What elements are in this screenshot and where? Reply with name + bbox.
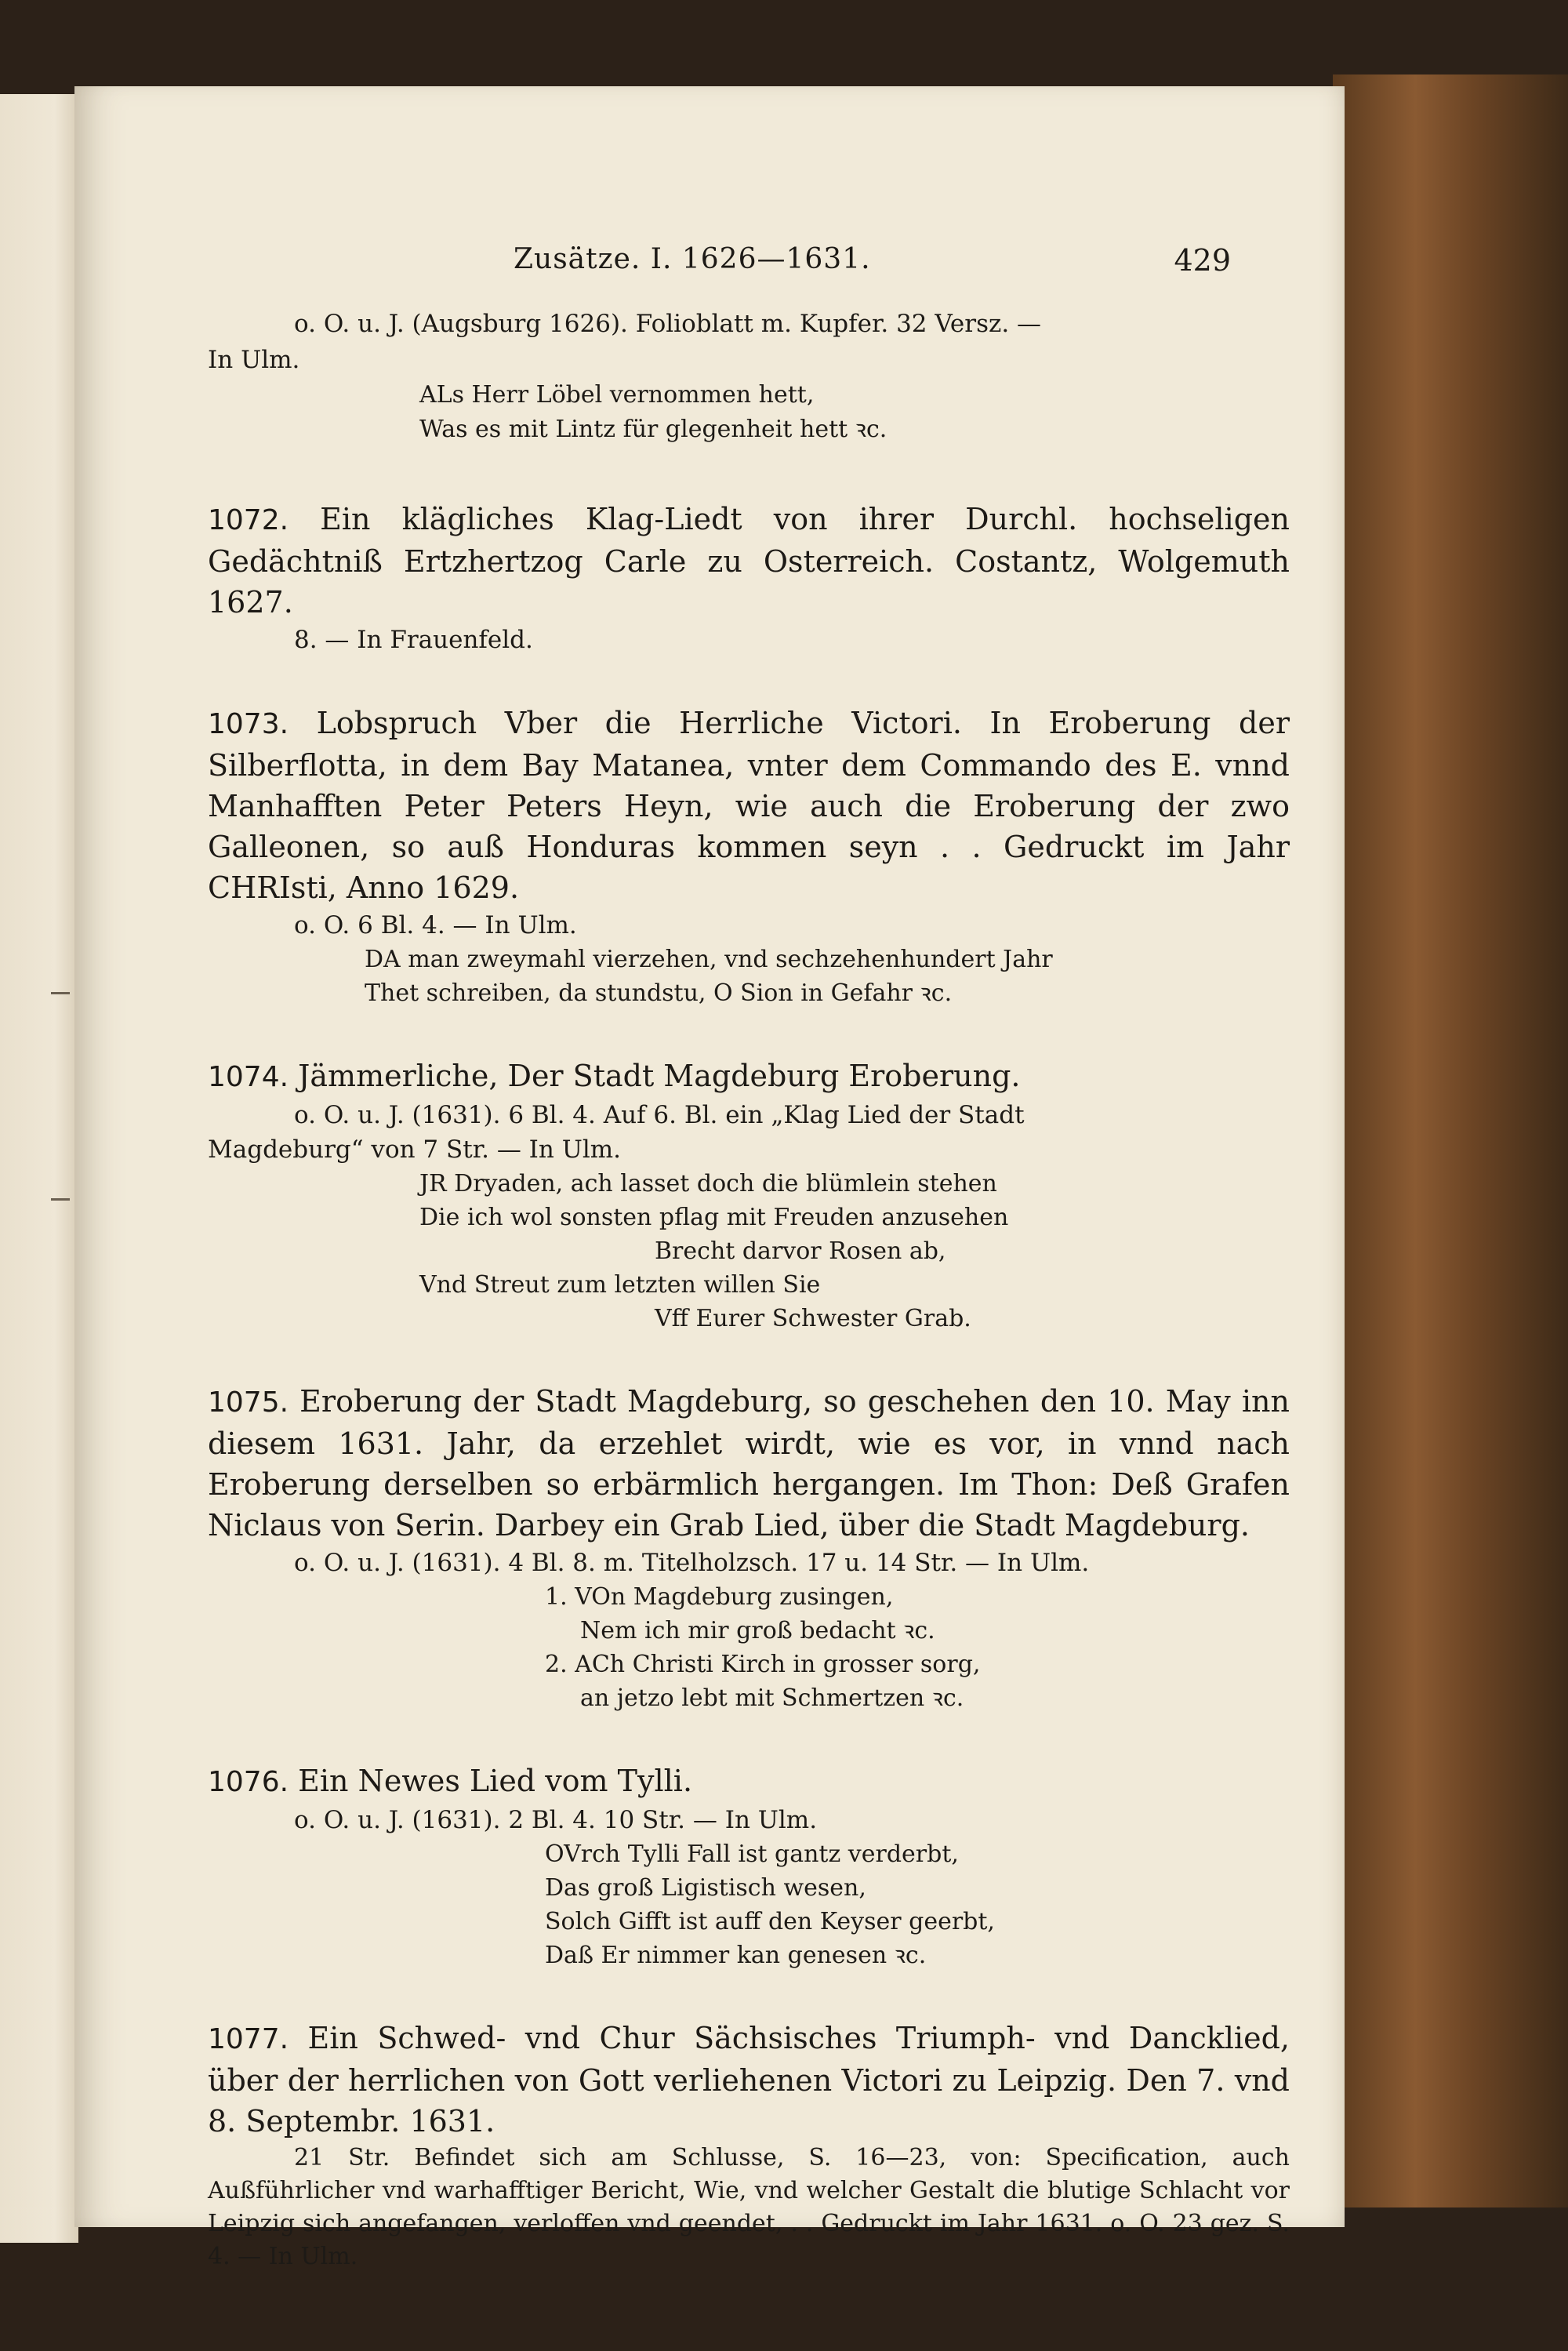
page-content bbox=[208, 306, 1290, 2319]
intro-meta-line: o. O. u. J. (Augsburg 1626). Folioblatt m. Kupfer. 32 Versz. — bbox=[294, 310, 1042, 338]
entry-meta: o. O. u. J. (1631). 4 Bl. 8. m. Titelholzsch. 17 u. 14 Str. — In Ulm. bbox=[294, 1549, 1090, 1577]
entry-title bbox=[208, 1761, 1290, 1803]
entry-number: 1077. bbox=[208, 2023, 289, 2055]
entry-meta: o. O. u. J. (1631). 2 Bl. 4. 10 Str. — In Ulm. bbox=[294, 1806, 818, 1834]
entry-meta: o. O. 6 Bl. 4. — In Ulm. bbox=[294, 911, 577, 939]
entry-title-text: Ein klägliches Klag-Liedt von ihrer Durchl. hochseligen Gedächtniß Ertzhertzog Carle zu Osterreich. Costantz, Wolgemuth 1627. bbox=[208, 502, 1290, 620]
verse-line: an jetzo lebt mit Schmertzen ꝛc. bbox=[580, 1684, 964, 1712]
verse-line: OVrch Tylli Fall ist gantz verderbt, bbox=[545, 1840, 959, 1868]
page-header bbox=[74, 243, 1345, 290]
margin-mark bbox=[51, 992, 70, 994]
entry-verses bbox=[208, 1580, 1290, 1715]
verse-line: DA man zweymahl vierzehen, vnd sechzehenhundert Jahr bbox=[365, 946, 1053, 973]
intro-fragment bbox=[208, 306, 1290, 447]
book-page bbox=[74, 86, 1345, 2270]
entry-title-text: Ein Newes Lied vom Tylli. bbox=[298, 1764, 693, 1798]
entry-1075 bbox=[208, 1381, 1290, 1715]
entry-number: 1076. bbox=[208, 1766, 289, 1798]
entry-number: 1074. bbox=[208, 1061, 289, 1093]
verse-line: Die ich wol sonsten pflag mit Freuden anzusehen bbox=[419, 1204, 1009, 1231]
verse-line: JR Dryaden, ach lasset doch die blümlein stehen bbox=[419, 1170, 997, 1197]
verse-line: Daß Er nimmer kan genesen ꝛc. bbox=[545, 1942, 927, 1969]
entry-verses bbox=[208, 1837, 1290, 1972]
entry-meta: 8. — In Frauenfeld. bbox=[294, 626, 533, 654]
book-cover-edge bbox=[1333, 74, 1568, 2207]
entry-title bbox=[208, 2018, 1290, 2142]
page-number: 429 bbox=[1174, 243, 1231, 278]
margin-mark bbox=[51, 1198, 70, 1201]
entry-1076 bbox=[208, 1761, 1290, 1972]
verse-line: Brecht darvor Rosen ab, bbox=[655, 1237, 946, 1265]
entry-meta: o. O. u. J. (1631). 6 Bl. 4. Auf 6. Bl. ein „Klag Lied der Stadt bbox=[294, 1101, 1025, 1129]
verse-line: Solch Gifft ist auff den Keyser geerbt, bbox=[545, 1908, 995, 1935]
entry-number: 1075. bbox=[208, 1386, 289, 1419]
entry-1073 bbox=[208, 703, 1290, 1010]
entry-1072 bbox=[208, 499, 1290, 657]
intro-verses bbox=[208, 378, 1290, 447]
entry-title bbox=[208, 703, 1290, 908]
entry-verses bbox=[208, 1167, 1290, 1335]
entry-title-text: Jämmerliche, Der Stadt Magdeburg Eroberung. bbox=[298, 1059, 1021, 1093]
entry-1074 bbox=[208, 1056, 1290, 1335]
running-title: Zusätze. I. 1626—1631. bbox=[514, 243, 871, 275]
verse-line: Vnd Streut zum letzten willen Sie bbox=[419, 1271, 821, 1299]
entry-title-text: Eroberung der Stadt Magdeburg, so geschehen den 10. May inn diesem 1631. Jahr, da erzehlet wirdt, wie es vor, in vnnd nach Eroberung derselben so erbärmlich hergangen. Im Thon: Deß Grafen Niclaus von Serin. Darbey ein Grab Lied, über die Stadt Magdeburg. bbox=[208, 1384, 1290, 1543]
verse-line: Was es mit Lintz für glegenheit hett ꝛc. bbox=[419, 416, 887, 443]
entry-meta: 21 Str. Befindet sich am Schlusse, S. 16—23, von: Specification, auch Außführlicher vnd warhafftiger Bericht, Wie, vnd welcher Gestalt die blutige Schlacht vor Leipzig sich angefangen, verloffen vnd geendet, . . Gedruckt im Jahr 1631. o. O. 23 gez. S. 4. — In Ulm. bbox=[208, 2144, 1290, 2270]
entry-1077 bbox=[208, 2018, 1290, 2273]
verse-line: Vff Eurer Schwester Grab. bbox=[655, 1305, 971, 1332]
entry-title bbox=[208, 1056, 1290, 1098]
facing-page-edge bbox=[0, 94, 78, 2243]
entry-title bbox=[208, 499, 1290, 623]
verse-line: 1. VOn Magdeburg zusingen, bbox=[545, 1583, 894, 1611]
verse-line: Nem ich mir groß bedacht ꝛc. bbox=[580, 1617, 935, 1644]
entry-title-text: Ein Schwed- vnd Chur Sächsisches Triumph- vnd Dancklied, über der herrlichen von Gott verliehenen Victori zu Leipzig. Den 7. vnd 8. Septembr. 1631. bbox=[208, 2021, 1290, 2138]
entry-title-text: Lobspruch Vber die Herrliche Victori. In Eroberung der Silberflotta, in dem Bay Matanea, vnter dem Commando des E. vnnd Manhafften Peter Peters Heyn, wie auch die Eroberung der zwo Galleonen, so auß Honduras kommen seyn . . Gedruckt im Jahr CHRIsti, Anno 1629. bbox=[208, 706, 1290, 905]
verse-line: ALs Herr Löbel vernommen hett, bbox=[419, 381, 815, 409]
entry-verses bbox=[208, 943, 1290, 1010]
entry-number: 1072. bbox=[208, 504, 289, 536]
verse-line: Das groß Ligistisch wesen, bbox=[545, 1874, 866, 1902]
verse-line: 2. ACh Christi Kirch in grosser sorg, bbox=[545, 1651, 981, 1678]
entry-meta: Magdeburg“ von 7 Str. — In Ulm. bbox=[208, 1136, 622, 1164]
intro-meta-line: In Ulm. bbox=[208, 346, 300, 374]
verse-line: Thet schreiben, da stundstu, O Sion in Gefahr ꝛc. bbox=[365, 979, 953, 1007]
entry-number: 1073. bbox=[208, 708, 289, 740]
entry-title bbox=[208, 1381, 1290, 1546]
